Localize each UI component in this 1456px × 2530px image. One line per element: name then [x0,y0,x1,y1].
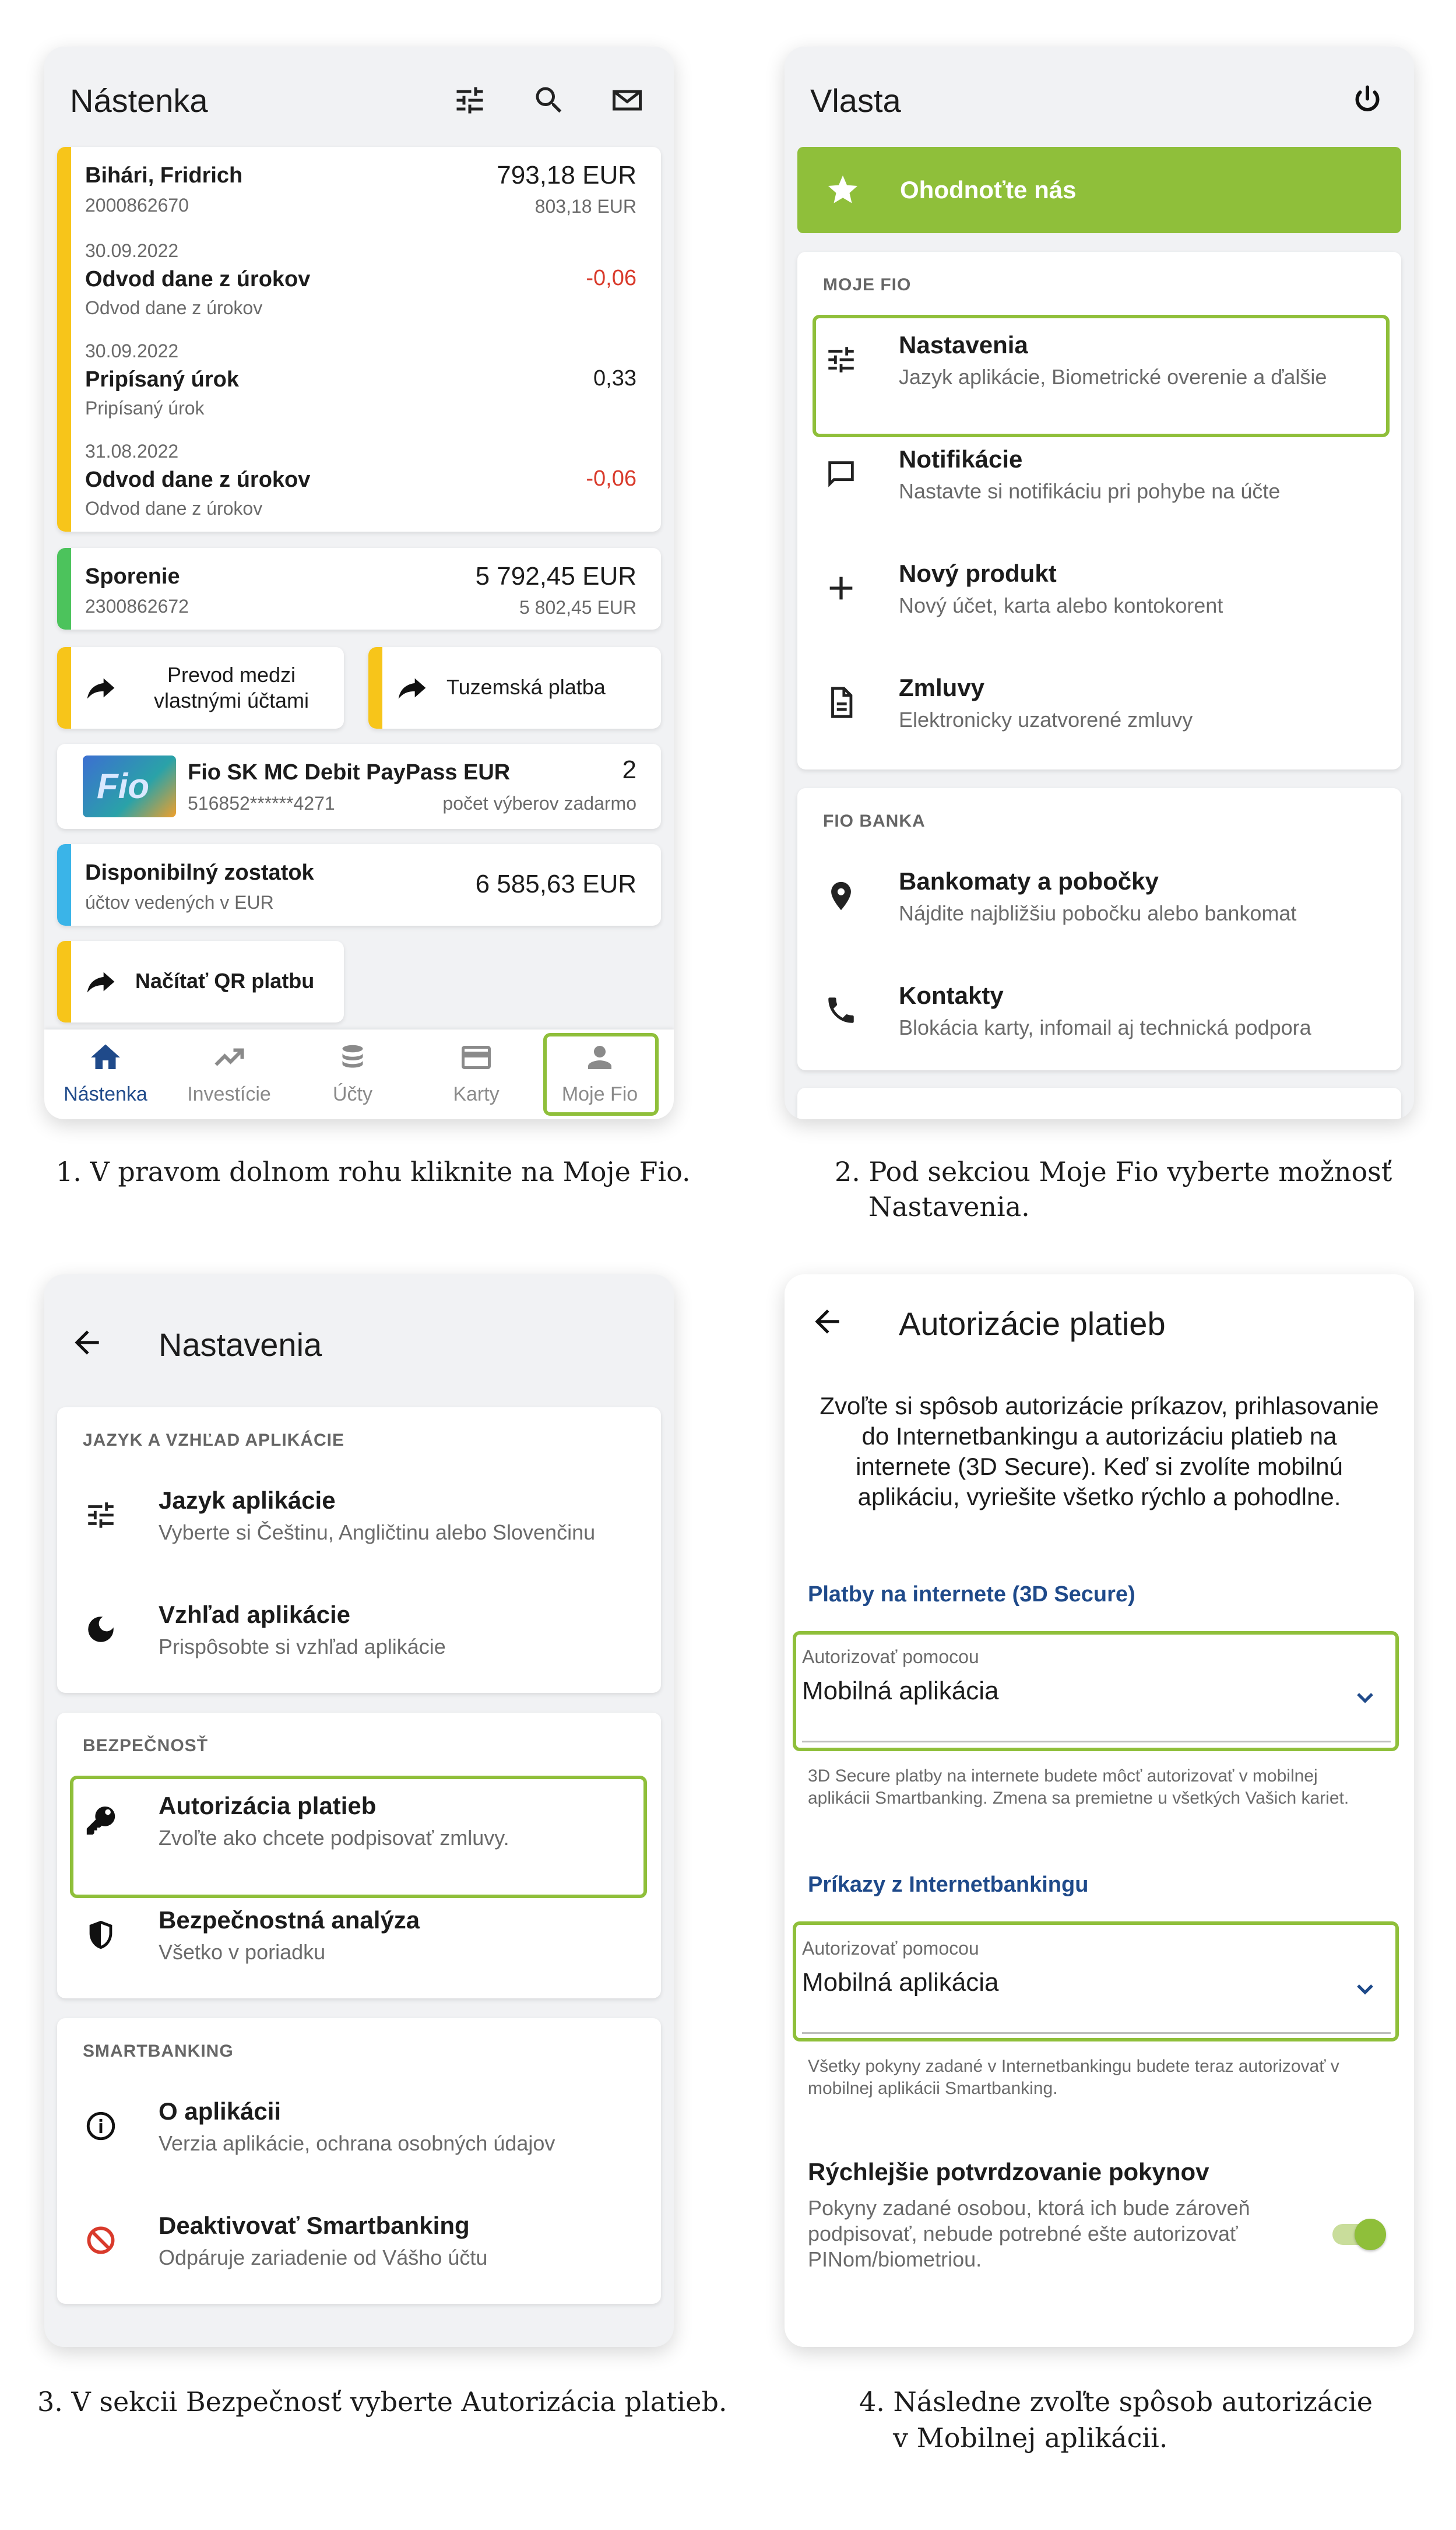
account-available: 803,18 EUR [534,196,636,217]
forward-arrow-icon [83,965,119,998]
account-number: 2000862670 [85,195,189,216]
fio-bank-section [797,788,1401,1070]
new-product-item[interactable] [797,536,1401,651]
card-name: Fio SK MC Debit PayPass EUR [188,760,511,785]
load-qr-payment-label: Načítať QR platbu [135,969,315,993]
select-value: Mobilná aplikácia [802,1968,999,1997]
account-card[interactable] [57,147,661,532]
load-qr-payment-button[interactable] [57,941,344,1022]
section-title: BEZPEČNOSŤ [83,1736,209,1755]
section-title: JAZYK A VZHĽAD APLIKÁCIE [83,1431,345,1450]
panel-settings [44,1274,674,2347]
item-subtitle: Vyberte si Češtinu, Angličtinu alebo Slovenčinu [159,1520,596,1544]
card-thumbnail [83,756,176,817]
note-internetbanking: Všetky pokyny zadané v Internetbankingu budete teraz autorizovať v mobilnej aplikácii Smartbanking. [808,2057,1339,2098]
transfer-own-accounts-button[interactable] [57,647,344,729]
coins-icon [335,1040,370,1075]
transaction-title: Odvod dane z úrokov [85,267,311,291]
item-subtitle: Nastavte si notifikáciu pri pohybe na účte [899,479,1281,503]
info-icon [84,2109,118,2143]
fast-confirmation-toggle[interactable] [1332,2214,1385,2255]
contracts-item[interactable] [797,651,1401,765]
panel-dashboard [44,47,674,1119]
smartbanking-section [57,2018,661,2304]
transaction-row[interactable] [57,441,661,532]
panel-payment-authorization [785,1274,1414,2347]
credit-card-icon [459,1040,494,1075]
disposable-color-bar [57,844,71,926]
section-3d-secure-title: Platby na internete (3D Secure) [808,1582,1135,1607]
item-subtitle: Verzia aplikácie, ochrana osobných údajov [159,2131,555,2155]
section-title: MOJE FIO [823,275,912,294]
location-pin-icon [824,879,858,913]
item-subtitle: Odpáruje zariadenie od Vášho účtu [159,2246,488,2269]
item-title: O aplikácii [159,2097,282,2125]
item-title: Bankomaty a pobočky [899,867,1159,895]
transaction-subtitle: Odvod dane z úrokov [85,297,263,318]
highlight-internetbanking-select [793,1921,1399,2041]
atms-branches-item[interactable] [797,844,1401,958]
forward-arrow-icon [83,672,119,704]
app-appearance-item[interactable] [57,1577,661,1692]
transaction-row[interactable] [57,240,661,339]
star-icon [825,173,860,208]
phone-icon [824,993,858,1027]
block-icon [84,2223,118,2257]
plus-icon [824,571,858,605]
select-value: Mobilná aplikácia [802,1677,999,1705]
transaction-subtitle: Odvod dane z úrokov [85,498,263,519]
deactivate-smartbanking-item[interactable] [57,2188,661,2303]
notifications-item[interactable] [797,422,1401,536]
item-subtitle: Nový účet, karta alebo kontokorent [899,593,1223,617]
rate-us-button[interactable] [797,147,1401,233]
item-subtitle: Jazyk aplikácie, Biometrické overenie a ďalšie [899,365,1327,389]
nav-label: Účty [333,1083,372,1105]
section-title: FIO BANKA [823,811,926,831]
page-title: Nástenka [70,82,208,119]
caption-step-4-line-1: 4. Následne zvoľte spôsob autorizácie [859,2386,1373,2417]
disposable-label: Disponibilný zostatok [85,860,314,885]
free-withdrawals-label: počet výberov zadarmo [442,793,636,814]
item-title: Nastavenia [899,331,1028,359]
note-3d-secure: 3D Secure platby na internete budete môcť autorizovať v mobilnej aplikácii Smartbanking. Zmena sa premietne u všetkých Vašich kariet. [808,1766,1349,1808]
page-title: Vlasta [810,82,901,119]
nav-item-cards[interactable] [415,1029,537,1117]
transaction-subtitle: Pripísaný úrok [85,398,205,419]
nav-item-investments[interactable] [168,1029,290,1117]
item-subtitle: Všetko v poriadku [159,1940,326,1964]
power-icon[interactable] [1350,83,1385,118]
caption-step-3: 3. V sekcii Bezpečnosť vyberte Autorizácia platieb. [37,2386,727,2417]
disposable-sub: účtov vedených v EUR [85,892,274,913]
item-title: Deaktivovať Smartbanking [159,2212,470,2239]
item-title: Vzhľad aplikácie [159,1601,350,1628]
select-label: Autorizovať pomocou [802,1938,979,1959]
caption-step-2-line-1: 2. Pod sekciou Moje Fio vyberte možnosť [835,1156,1392,1187]
item-title: Nový produkt [899,560,1057,587]
app-language-item[interactable] [57,1463,661,1577]
language-appearance-section [57,1407,661,1693]
trending-up-icon [212,1040,247,1075]
page-title: Nastavenia [159,1326,322,1363]
domestic-payment-button[interactable] [368,647,661,729]
highlight-settings [813,315,1390,437]
home-icon [88,1040,123,1075]
rate-us-label: Ohodnoťte nás [900,176,1077,203]
transaction-amount: -0,06 [586,266,636,290]
card-number: 516852******4271 [188,793,335,814]
nav-item-accounts[interactable] [291,1029,414,1117]
search-icon[interactable] [532,83,567,118]
tune-icon [84,1498,118,1532]
item-title: Notifikácie [899,445,1023,473]
item-subtitle: Blokácia karty, infomail aj technická podpora [899,1015,1311,1039]
caption-step-1: 1. V pravom dolnom rohu kliknite na Moje Fio. [56,1156,691,1187]
shield-icon [84,1918,118,1952]
disposable-balance-card[interactable] [57,844,661,926]
item-title: Zmluvy [899,674,985,701]
next-section-card [797,1088,1401,1119]
item-title: Bezpečnostná analýza [159,1906,420,1934]
fast-confirmation-description: Pokyny zadané osobou, ktorá ich bude zároveň podpisovať, nebude potrebné ešte autorizovať PINom/biometriou. [808,2196,1250,2271]
transaction-date: 31.08.2022 [85,441,179,462]
message-icon [824,457,858,491]
nav-label: Karty [453,1083,500,1105]
savings-available: 5 802,45 EUR [519,597,636,618]
savings-number: 2300862672 [85,596,189,617]
back-arrow-icon[interactable] [809,1303,845,1340]
highlight-my-fio [543,1033,659,1116]
savings-name: Sporenie [85,564,180,589]
section-internetbanking-title: Príkazy z Internetbankingu [808,1872,1089,1897]
transaction-title: Odvod dane z úrokov [85,468,311,492]
moon-icon [84,1612,118,1646]
item-title: Kontakty [899,982,1004,1009]
savings-card[interactable] [57,548,661,630]
transaction-amount: -0,06 [586,466,636,491]
transaction-row[interactable] [57,340,661,440]
select-label: Autorizovať pomocou [802,1646,979,1667]
free-withdrawals-count: 2 [622,756,636,784]
fio-logo: Fio [97,767,149,806]
section-title: SMARTBANKING [83,2041,234,2061]
security-analysis-item[interactable] [57,1883,661,1997]
transaction-amount: 0,33 [593,366,636,391]
back-arrow-icon[interactable] [69,1324,105,1361]
mail-icon[interactable] [610,83,645,118]
filter-icon[interactable] [452,83,487,118]
nav-label: Investície [187,1083,271,1105]
forward-arrow-icon [394,672,430,704]
highlight-3d-secure-select [793,1631,1399,1751]
savings-color-bar [57,548,71,630]
transaction-title: Pripísaný úrok [85,367,239,392]
transaction-date: 30.09.2022 [85,240,179,261]
item-subtitle: Elektronicky uzatvorené zmluvy [899,708,1193,732]
shortcut-color-bar [368,647,382,729]
nav-item-dashboard[interactable] [44,1029,167,1117]
contacts-item[interactable] [797,958,1401,1070]
fast-confirmation-title: Rýchlejšie potvrdzovanie pokynov [808,2158,1209,2185]
transfer-own-accounts-label: Prevod medzi vlastnými účtami [153,663,310,712]
disposable-amount: 6 585,63 EUR [475,870,636,898]
caption-step-4-line-2: v Mobilnej aplikácii. [893,2422,1168,2454]
account-balance: 793,18 EUR [497,161,636,189]
item-subtitle: Zvoľte ako chcete podpisovať zmluvy. [159,1826,509,1850]
shortcut-color-bar [57,941,71,1022]
item-title: Jazyk aplikácie [159,1487,336,1514]
account-name: Bihári, Fridrich [85,163,243,188]
intro-text: Zvoľte si spôsob autorizácie príkazov, prihlasovanie do Internetbankingu a autorizáciu platieb na internete (3D Secure). Keď si zvolíte mobilnú aplikáciu, vyriešite všetko rýchlo a pohodlne. [820,1392,1379,1510]
panel-my-fio [785,47,1414,1119]
page-title: Autorizácie platieb [899,1305,1166,1342]
savings-balance: 5 792,45 EUR [475,562,636,591]
nav-label: Nástenka [64,1083,147,1105]
toggle-thumb [1355,2219,1386,2250]
caption-step-2-line-2: Nastavenia. [868,1191,1030,1222]
nav-label: Moje Fio [561,1083,638,1105]
item-subtitle: Nájdite najbližšiu pobočku alebo bankomat [899,901,1297,925]
item-title: Autorizácia platieb [159,1792,377,1819]
shortcut-color-bar [57,647,71,729]
item-subtitle: Prispôsobte si vzhľad aplikácie [159,1635,446,1658]
domestic-payment-label: Tuzemská platba [446,675,606,699]
document-icon [824,686,858,719]
about-app-item[interactable] [57,2074,661,2188]
highlight-payment-authorization [70,1776,647,1898]
debit-card-item[interactable] [57,744,661,829]
transaction-date: 30.09.2022 [85,340,179,361]
